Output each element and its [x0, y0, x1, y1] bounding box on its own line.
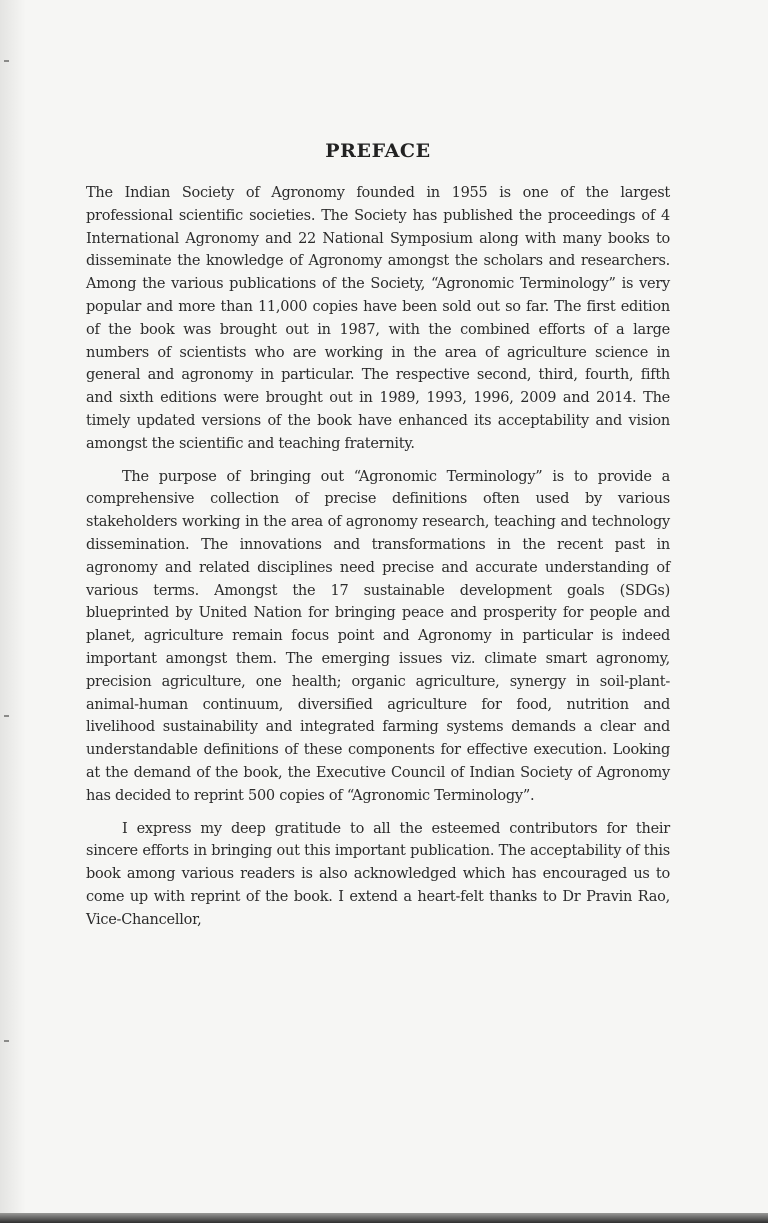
binding-mark: [4, 60, 9, 62]
page-title: PREFACE: [325, 140, 431, 162]
preface-page: [86, 140, 670, 942]
binding-mark: [4, 1040, 9, 1042]
paragraph-gratitude: I express my deep gratitude to all the esteemed contributors for their sincere efforts in bringing out this important publication. The acceptability of this book among various readers is also acknowledged which has encouraged us to come up with reprint of the book. I extend a heart-felt thanks to Dr Pravin Rao, Vice-Chancellor,: [86, 820, 670, 928]
paragraph-history: The Indian Society of Agronomy founded in 1955 is one of the largest professional scientific societies. The Society has published the proceedings of 4 International Agronomy and 22 National Symposium along with many books to disseminate the knowledge of Agronomy amongst the scholars and researchers. Among the various publications of the Society, “Agronomic Terminology” is very popular and more than 11,000 copies have been sold out so far. The first edition of the book was brought out in 1987, with the combined efforts of a large numbers of scientists who are working in the area of agriculture science in general and agronomy in particular. The respective second, third, fourth, fifth and sixth editions were brought out in 1989, 1993, 1996, 2009 and 2014. The timely updated versions of the book have enhanced its acceptability and vision amongst the scientific and teaching fraternity.: [86, 185, 670, 452]
scan-edge-shadow: [0, 1213, 768, 1223]
binding-mark: [4, 715, 9, 717]
paragraph-purpose: The purpose of bringing out “Agronomic Terminology” is to provide a comprehensive collection of precise definitions often used by various stakeholders working in the area of agronomy research, teaching and technology dissemination. The innovations and transformations in the recent past in agronomy and related disciplines need precise and accurate understanding of various terms. Amongst the 17 sustainable development goals (SDGs) blueprinted by United Nation for bringing peace and prosperity for people and planet, agriculture remain focus point and Agronomy in particular is indeed important amongst them. The emerging issues viz. climate smart agronomy, precision agriculture, one health; organic agriculture, synergy in soil-plant-animal-human continuum, diversified agriculture for food, nutrition and livelihood sustainability and integrated farming systems demands a clear and understandable definitions of these components for effective execution. Looking at the demand of the book, the Executive Council of Indian Society of Agronomy has decided to reprint 500 copies of “Agronomic Terminology”.: [86, 468, 670, 804]
